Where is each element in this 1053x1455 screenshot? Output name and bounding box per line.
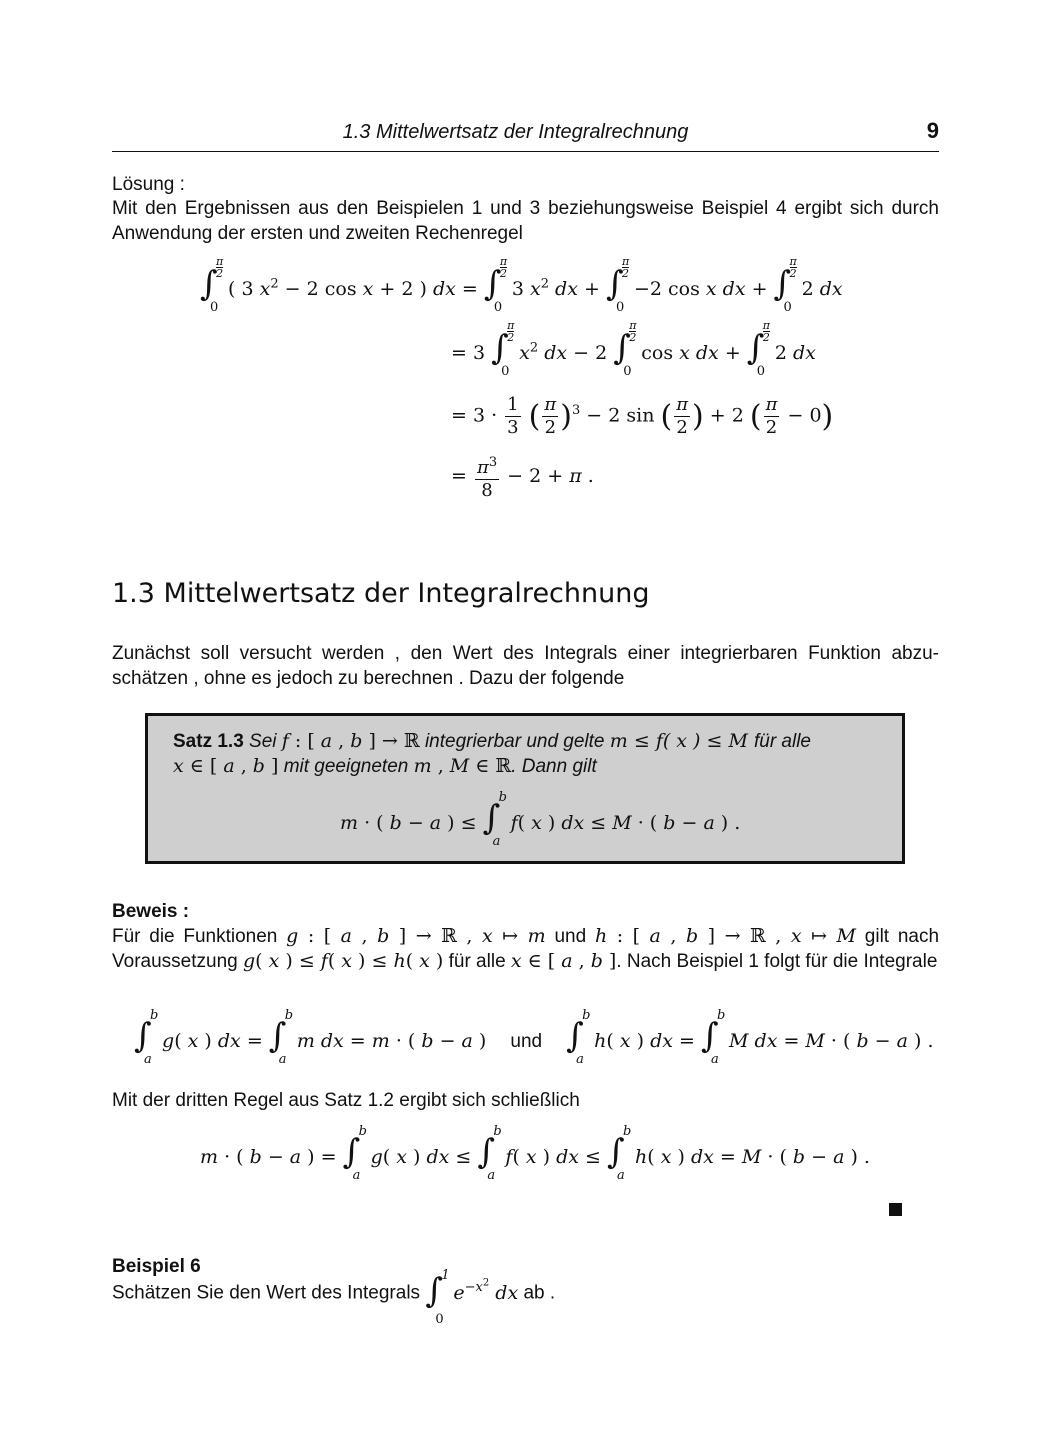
theorem-line-2: x ∈ [ a , b ] mit geeigneten m , M ∈ ℝ. Dann gilt <box>173 755 597 777</box>
proof-chain: m · ( b − a ) = ∫ b a g( x ) dx ≤ ∫ b a f( x ) dx ≤ ∫ b a h( x ) dx = M · ( b − a ) . <box>200 1124 870 1183</box>
equation-line-2: = 3 ∫ $\frac{\pi}{2}$ 0 $x^2$ dx − 2 ∫ $\frac{\pi}{2}$ 0 cos x dx + ∫ $\frac{\pi}{2}$ 0 2 dx <box>451 319 816 379</box>
solution-text: Mit den Ergebnissen aus den Beispielen 1 und 3 beziehungsweise Beispiel 4 ergibt sich durch Anwendung der ersten und zweiten Rechenregel <box>112 198 939 244</box>
theorem-inequality: m · ( b − a ) ≤ ∫ b a f( x ) dx ≤ M · ( b − a ) . <box>340 790 741 849</box>
section-heading: 1.3 Mittelwertsatz der Integralrechnung <box>112 578 650 609</box>
equation-line-4: = $\frac{\pi^3}{8}$ − 2 + π . <box>451 452 594 502</box>
proof-text: Für die Funktionen g : [ a , b ] → ℝ , x ↦ m und h : [ a , b ] → ℝ , x ↦ M gilt nach Voraussetzung g( x ) ≤ f( x ) ≤ h( x ) für alle x ∈ [ a , b ]. Nach Beispiel 1 folgt für die Integrale <box>112 925 940 972</box>
theorem-label: Satz 1.3 <box>173 731 244 752</box>
solution-label: Lösung : <box>112 174 185 195</box>
example-label: Beispiel 6 <box>112 1256 201 1277</box>
theorem-box <box>145 713 905 864</box>
proof-conclusion: Mit der dritten Regel aus Satz 1.2 ergibt sich schließlich <box>112 1090 580 1111</box>
page-number: 9 <box>926 118 939 143</box>
section-intro: Zunächst soll versucht werden , den Wert des Integrals einer integrierbaren Funktion abzuschätzen , ohne es jedoch zu berechnen . Dazu der folgende <box>112 643 939 689</box>
running-header <box>112 118 939 152</box>
example-text: Schätzen Sie den Wert des Integrals ∫ 1 0 $e^{-x^2}$ dx ab . <box>112 1267 556 1327</box>
theorem-line-1: Satz 1.3 Sei f : [ a , b ] → ℝ integrierbar und gelte m ≤ f( x ) ≤ M für alle <box>173 730 811 752</box>
proof-label: Beweis : <box>112 901 190 922</box>
equation-line-3: = 3 · $\frac{1}{3}$ ( $\frac{\pi}{2}$ )$^3$ − 2 sin ( $\frac{\pi}{2}$ ) + 2 ( $\frac{\pi}{2}$ − 0) <box>451 394 834 438</box>
header-section-title: 1.3 Mittelwertsatz der Integralrechnung <box>342 121 689 143</box>
equation-line-1: ∫ $\frac{\pi}{2}$ 0 ( 3 $x^2 - 2$ cos x + 2 ) dx = ∫ $\frac{\pi}{2}$ 0 3 $x^2$ dx + ∫ $\frac{\pi}{2}$ 0 −2 cos x dx + ∫ $\frac{\pi}{2}$ 0 2 dx <box>200 255 843 315</box>
proof-integrals: ∫ b a g( x ) dx = ∫ b a m dx = m · ( b − a ) und ∫ b a h( x ) dx = ∫ b a M dx = M · ( b − a ) . <box>134 1008 934 1067</box>
qed-square-icon <box>889 1203 902 1216</box>
